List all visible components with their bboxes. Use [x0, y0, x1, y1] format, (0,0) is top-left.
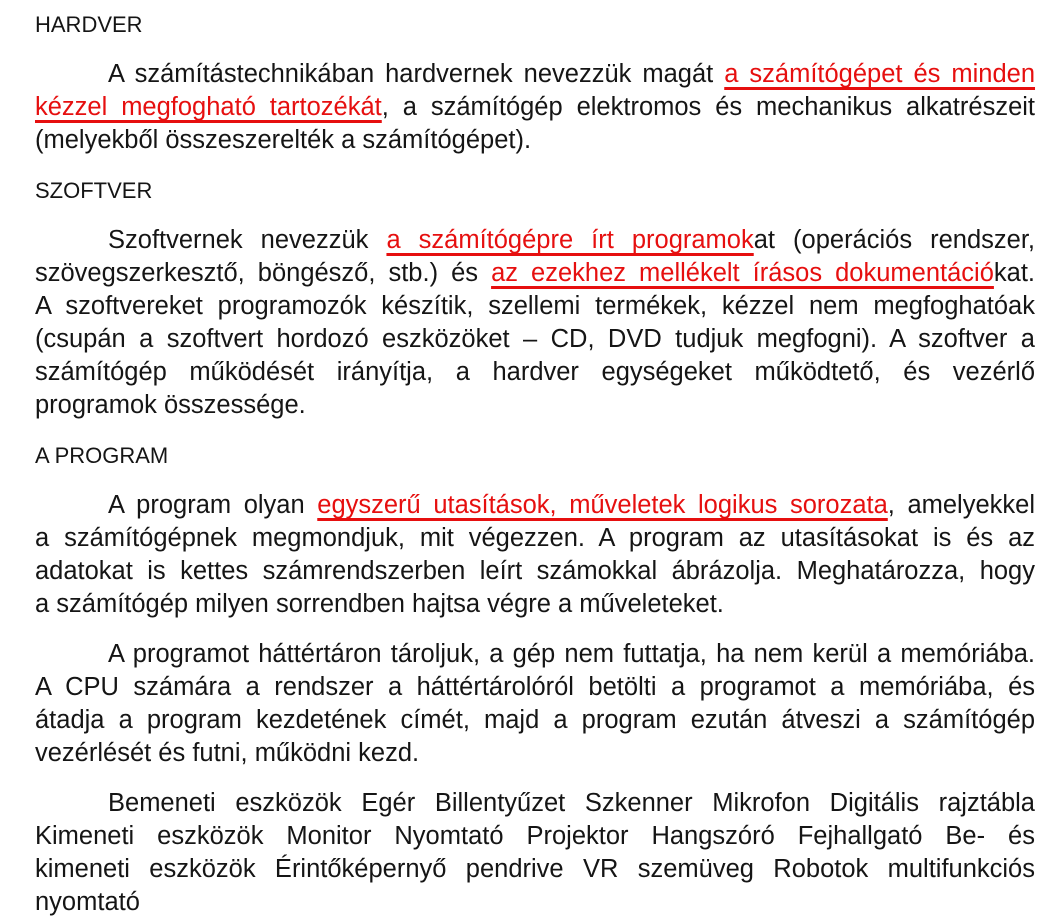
text-run: kimeneti eszközök Érintőképernyő pendrive VR szemüveg Robotok multifunkciós	[35, 855, 1035, 883]
underlined-phrase: kézzel megfogható tartozékát	[35, 93, 382, 121]
text-run: vezérlését és futni, működni kezd.	[35, 739, 420, 767]
text-line	[35, 356, 1035, 389]
text-run: programok összessége.	[35, 391, 306, 419]
text-line	[35, 737, 1035, 770]
underlined-phrase: a számítógépet és minden	[724, 60, 1036, 88]
text-run: A programot háttértáron tároljuk, a gép nem futtatja, ha nem kerül a memóriába.	[108, 640, 1035, 668]
heading-szoftver: SZOFTVER	[35, 178, 153, 203]
text-line	[35, 522, 1035, 555]
text-run: kat.	[993, 259, 1036, 287]
text-line	[35, 853, 1035, 886]
text-line	[35, 389, 1035, 422]
text-run: a számítógépnek megmondjuk, mit végezzen. A program az utasításokat is és az	[35, 524, 1035, 552]
heading-a-program: A PROGRAM	[35, 443, 169, 468]
text-run: A szoftvereket programozók készítik, szellemi termékek, kézzel nem megfoghatóak	[35, 292, 1035, 320]
text-line	[35, 671, 1035, 704]
underlined-phrase: egyszerű utasítások, műveletek logikus sorozata	[317, 491, 888, 519]
paragraph-program-execution	[35, 638, 1035, 770]
text-run: Kimeneti eszközök Monitor Nyomtató Projektor Hangszóró Fejhallgató Be- és	[35, 822, 1035, 850]
paragraph-hardware-definition	[35, 58, 1035, 157]
text-line	[35, 886, 1035, 919]
paragraph-io-devices	[35, 787, 1035, 919]
text-run: Bemeneti eszközök Egér Billentyűzet Szkenner Mikrofon Digitális rajztábla	[108, 789, 1035, 817]
text-line	[35, 290, 1035, 323]
text-run: A számítástechnikában hardvernek nevezzük magát	[108, 60, 725, 88]
text-run: nyomtató	[35, 888, 140, 916]
text-run: , a számítógép elektromos és mechanikus alkatrészeit	[381, 93, 1035, 121]
text-run: szövegszerkesztő, böngésző, stb.) és	[35, 259, 492, 287]
text-run: átadja a program kezdetének címét, majd a program ezután átveszi a számítógép	[35, 706, 1035, 734]
text-line	[35, 787, 1035, 820]
underlined-phrase: a számítógépre írt programok	[386, 226, 754, 254]
text-line	[35, 820, 1035, 853]
text-run: A program olyan	[108, 491, 318, 519]
text-line	[35, 704, 1035, 737]
underlined-phrase: az ezekhez mellékelt írásos dokumentáció	[491, 259, 994, 287]
text-run: (melyekből összeszerelték a számítógépet).	[35, 126, 532, 154]
text-run: (csupán a szoftvert hordozó eszközöket – CD, DVD tudjuk megfogni). A szoftver a	[35, 325, 1035, 353]
paragraph-software-definition	[35, 224, 1035, 422]
text-line	[35, 58, 1035, 91]
text-run: a számítógép milyen sorrendben hajtsa végre a műveleteket.	[35, 590, 724, 618]
text-line	[35, 638, 1035, 671]
text-line	[35, 489, 1035, 522]
text-run: A CPU számára a rendszer a háttértárolóról betölti a programot a memóriába, és	[35, 673, 1035, 701]
heading-hardver: HARDVER	[35, 12, 143, 37]
text-line	[35, 323, 1035, 356]
text-line	[35, 124, 1035, 157]
text-line	[35, 257, 1035, 290]
text-line	[35, 224, 1035, 257]
text-line	[35, 588, 1035, 621]
text-run: , amelyekkel	[887, 491, 1035, 519]
text-run: adatokat is kettes számrendszerben leírt számokkal ábrázolja. Meghatározza, hogy	[35, 557, 1035, 585]
text-run: Szoftvernek nevezzük	[108, 226, 387, 254]
text-run: számítógép működését irányítja, a hardver egységeket működtető, és vezérlő	[35, 358, 1035, 386]
text-run: at (operációs rendszer,	[753, 226, 1035, 254]
text-line	[35, 91, 1035, 124]
paragraph-program-definition	[35, 489, 1035, 621]
text-line	[35, 555, 1035, 588]
